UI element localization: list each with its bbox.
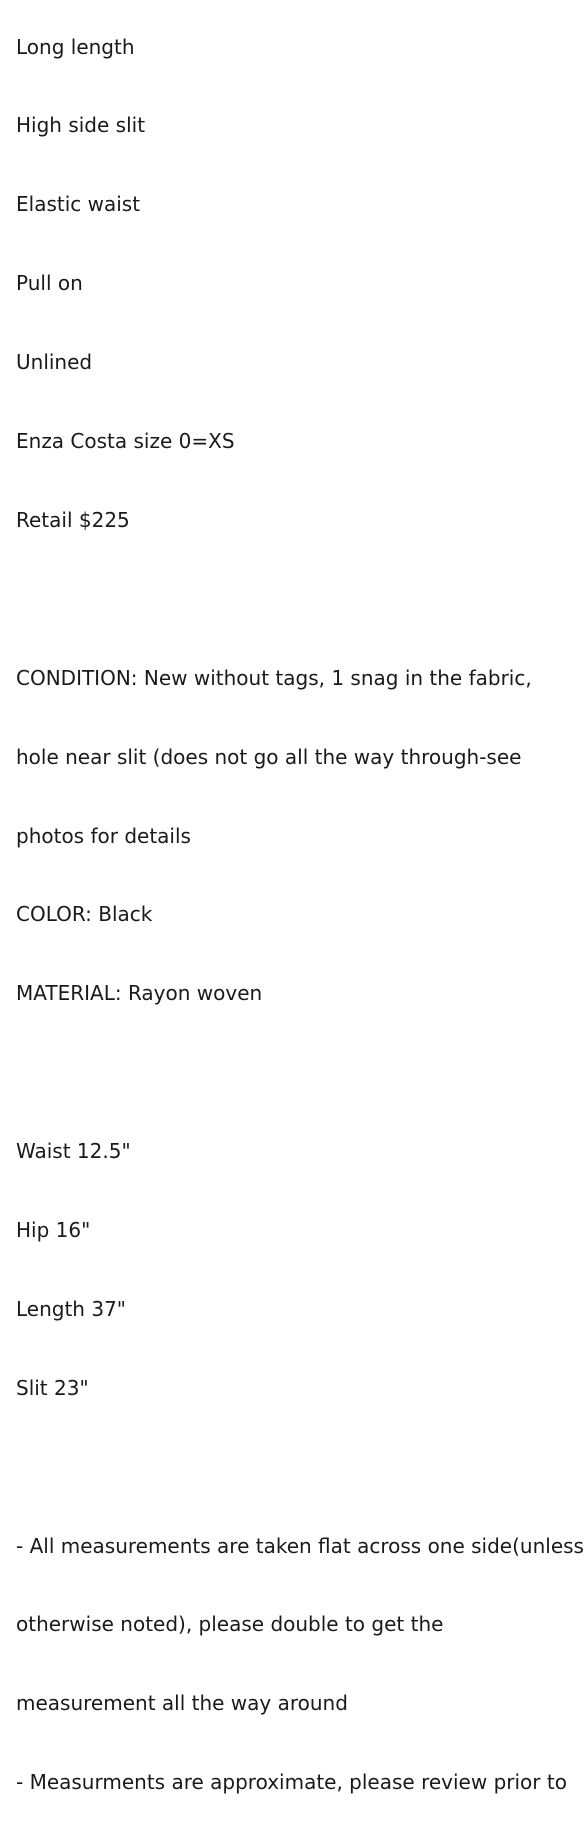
description-line: Unlined <box>16 350 93 375</box>
description-line: Long length <box>16 34 135 59</box>
description-line: - All measurements are taken flat across one side(unless <box>16 1533 584 1558</box>
description-line: Length 37" <box>16 1296 126 1321</box>
description-line: Slit 23" <box>16 1375 89 1400</box>
description-line: COLOR: Black <box>16 902 153 927</box>
description-line: Enza Costa size 0=XS <box>16 429 235 454</box>
description-line: otherwise noted), please double to get the <box>16 1612 444 1637</box>
description-line: Hip 16" <box>16 1217 91 1242</box>
description-line <box>16 586 572 612</box>
description-line: Elastic waist <box>16 192 141 217</box>
listing-description-text <box>16 0 584 1848</box>
description-line: photos for details <box>16 823 191 848</box>
description-line <box>16 1059 572 1085</box>
description-line: measurement all the way around <box>16 1691 348 1716</box>
description-line: High side slit <box>16 113 146 138</box>
description-line: Waist 12.5" <box>16 1139 131 1164</box>
description-line: MATERIAL: Rayon woven <box>16 981 263 1006</box>
description-line <box>16 1454 572 1480</box>
description-line: - Measurments are approximate, please review prior to <box>16 1770 567 1795</box>
description-line: hole near slit (does not go all the way through-see <box>16 744 522 769</box>
description-line: Retail $225 <box>16 507 130 532</box>
description-line: Pull on <box>16 271 83 296</box>
description-line: CONDITION: New without tags, 1 snag in the fabric, <box>16 665 532 690</box>
